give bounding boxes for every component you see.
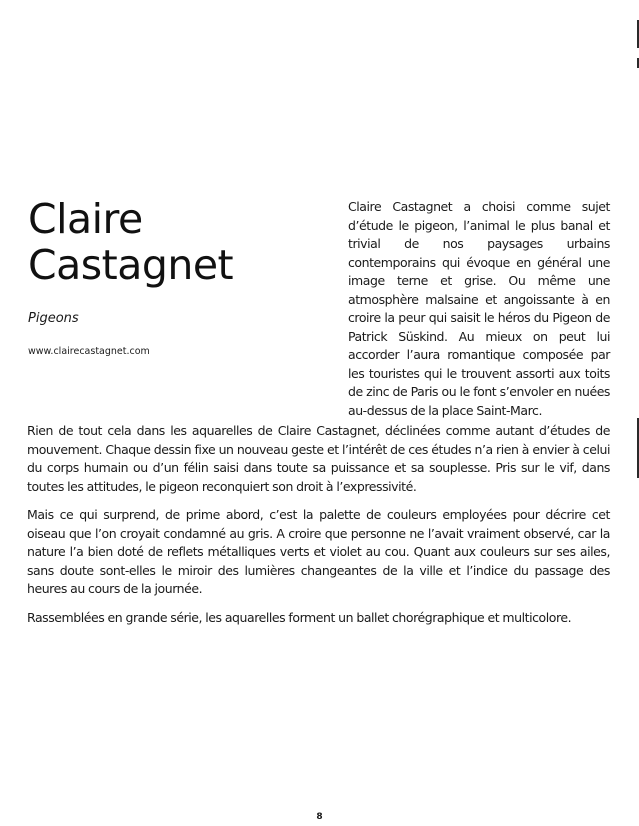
intro-paragraph: Claire Castagnet a choisi comme sujet d’étude le pigeon, l’animal le plus banal et trivial de nos paysages urbains contemporains qui évoque en général une image terne et grise. Ou même une atmosphère malsaine et angoissante à en croire la peur qui saisit le héros du Pigeon de Patrick Süskind. Au mieux on peut lui accorder l’aura romantique composée par les touristes qui le trouvent assorti aux toits de zinc de Paris ou le font s’envoler en nuées au-dessus de la place Saint-Marc.	[348, 199, 610, 418]
artist-name-title	[28, 196, 233, 288]
series-subtitle: Pigeons	[28, 311, 79, 326]
page-number: 8	[316, 812, 323, 822]
body-text	[27, 422, 610, 637]
body-paragraph-1: Rien de tout cela dans les aquarelles de Claire Castagnet, déclinées comme autant d’études de mouvement. Chaque dessin fixe un nouveau geste et l’intérêt de ces études n’a rien à envier à celui du corps humain ou d’un félin saisi dans toute sa puissance et sa souplesse. Pris sur le vif, dans toutes les attitudes, le pigeon reconquiert son droit à l’expressivité.	[27, 423, 610, 494]
title-line-2: Castagnet	[28, 241, 234, 289]
body-paragraph-3: Rassemblées en grande série, les aquarelles forment un ballet chorégraphique et multicolore.	[27, 609, 572, 625]
title-line-1: Claire	[28, 195, 143, 243]
body-paragraph-2: Mais ce qui surprend, de prime abord, c’est la palette de couleurs employées pour décrire cet oiseau que l’on croyait condamné au gris. A croire que personne ne l’avait vraiment observé, car la nature l’a bien doté de reflets métalliques verts et violet au cou. Quant aux couleurs sur ses ailes, sans doute sont-elles le miroir des lumières changeantes de la ville et l’indice du passage des heures au cours de la journée.	[27, 507, 610, 596]
artist-website: www.clairecastagnet.com	[28, 346, 150, 357]
